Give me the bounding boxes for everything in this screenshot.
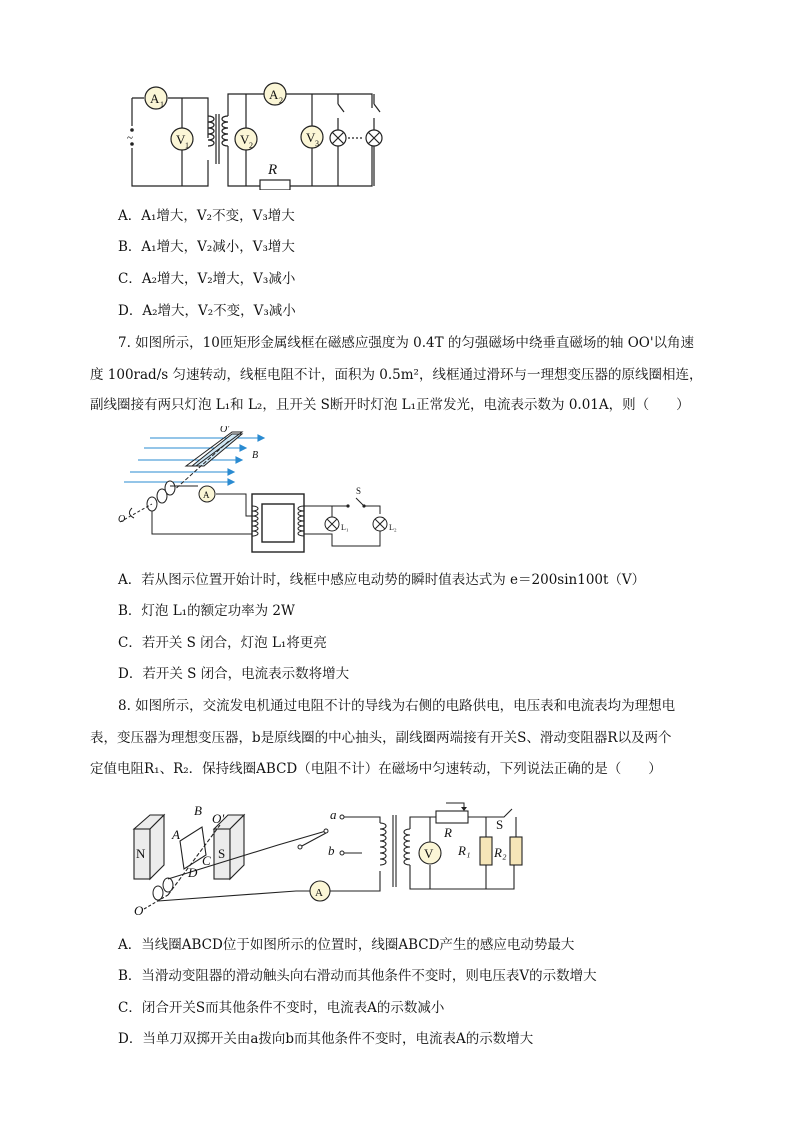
q7-option-c: C．若开关 S 闭合，灯泡 L₁将更亮 (118, 635, 327, 651)
ammeter-a-label: A (315, 887, 323, 899)
o-label: O (118, 514, 126, 525)
l1-label: L₁ (341, 523, 349, 532)
magnet-n-label: N (136, 846, 146, 861)
q8-stem-line1: 8. 如图所示，交流发电机通过电阻不计的导线为右侧的电路供电，电压表和电流表均为理想电 (118, 698, 676, 714)
resistor-r2 (510, 837, 522, 865)
magnet-s-label: S (218, 846, 226, 861)
resistor-r1 (480, 837, 492, 865)
switch-b-label: b (328, 843, 335, 858)
ammeter-label: A (203, 490, 210, 500)
voltmeter-label: V (424, 846, 434, 861)
q6-option-a: A．A₁增大，V₂不变，V₃增大 (118, 208, 295, 224)
figure-q7-generator (112, 426, 412, 554)
coil-b-label: B (194, 803, 202, 818)
rheostat-label: R (444, 825, 452, 840)
q7-option-b: B．灯泡 L₁的额定功率为 2W (118, 603, 295, 619)
coil-d-label: D (188, 865, 198, 880)
q7-option-a: A．若从图示位置开始计时，线框中感应电动势的瞬时值表达式为 e＝200sin100t（V） (118, 572, 646, 588)
b-field-label: B (252, 450, 259, 461)
v2-label: V (240, 132, 250, 147)
v2-sub: 2 (249, 141, 253, 150)
switch-s-label: S (356, 486, 362, 496)
q8-option-c: C．闭合开关S而其他条件不变时，电流表A的示数减小 (118, 1000, 445, 1016)
r1-label: R₁ (458, 843, 471, 858)
q8-option-d: D．当单刀双掷开关由a拨向b而其他条件不变时，电流表A的示数增大 (118, 1031, 534, 1047)
coil-c-label: C (202, 853, 211, 868)
q6-option-c: C．A₂增大，V₂增大，V₃减小 (118, 271, 296, 287)
figure-q8-generator (128, 795, 528, 919)
rheostat-r (436, 811, 468, 823)
l2-label: L₂ (389, 523, 397, 532)
axis-o-prime-label: O' (212, 811, 225, 826)
a2-sub: 2 (279, 96, 283, 105)
q8-option-b: B．当滑动变阻器的滑动触头向右滑动而其他条件不变时，则电压表V的示数增大 (118, 968, 597, 984)
a1-label: A (150, 91, 160, 106)
q6-option-d: D．A₂增大，V₂不变，V₃减小 (118, 303, 296, 319)
ac-source-symbol: ~ (127, 132, 133, 144)
a1-sub: 1 (160, 100, 164, 109)
axis-o-label: O (134, 903, 144, 918)
o-prime-label: O' (220, 426, 230, 435)
q7-stem-line3: 副线圈接有两只灯泡 L₁和 L₂，且开关 S断开时灯泡 L₁正常发光，电流表示数为 0.01A，则（ ） (90, 397, 690, 413)
v3-sub: 3 (315, 139, 319, 148)
switch-a-label: a (330, 807, 337, 822)
a2-label: A (269, 87, 279, 102)
q6-option-b: B．A₁增大，V₂减小，V₃增大 (118, 239, 295, 255)
coil-a-label: A (172, 827, 180, 842)
q7-option-d: D．若开关 S 闭合，电流表示数将增大 (118, 666, 350, 682)
q8-stem-line3: 定值电阻R₁、R₂．保持线圈ABCD（电阻不计）在磁场中匀速转动，下列说法正确的是（ ） (90, 761, 662, 777)
v3-label: V (306, 130, 316, 145)
q7-stem-line1: 7. 如图所示，10匝矩形金属线框在磁感应强度为 0.4T 的匀强磁场中绕垂直磁场的轴 OO'以角速 (118, 335, 695, 351)
q7-stem-line2: 度 100rad/s 匀速转动，线框电阻不计，面积为 0.5m²，线框通过滑环与一理想变压器的原线圈相连， (90, 367, 703, 383)
v1-label: V (176, 132, 186, 147)
switch-s-label: S (496, 817, 504, 832)
q8-stem-line2: 表，变压器为理想变压器，b是原线圈的中心抽头，副线圈两端接有开关S、滑动变阻器R以及两个 (90, 730, 672, 746)
v1-sub: 1 (185, 141, 189, 150)
q8-option-a: A．当线圈ABCD位于如图所示的位置时，线圈ABCD产生的感应电动势最大 (118, 937, 575, 953)
figure-q6-circuit (118, 78, 388, 190)
r-label: R (268, 162, 278, 178)
r2-label: R₂ (494, 845, 507, 860)
